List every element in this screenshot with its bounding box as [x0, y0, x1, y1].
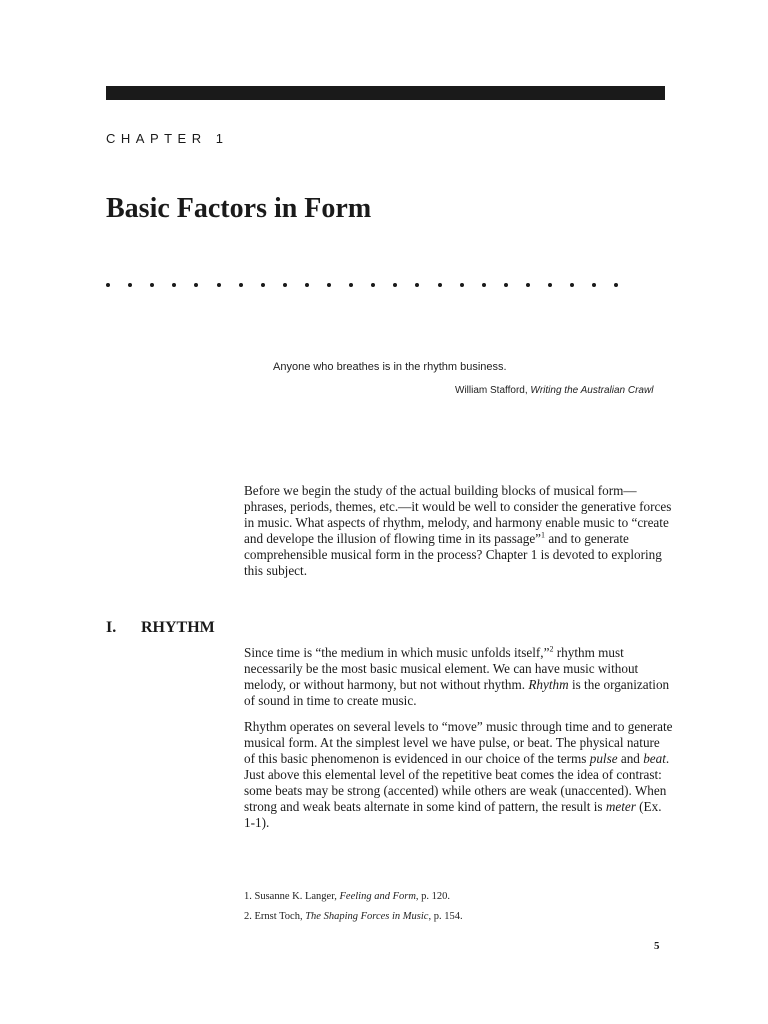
dotted-divider: [106, 279, 665, 293]
chapter-header-bar: [106, 86, 665, 100]
epigraph-author: William Stafford,: [455, 385, 528, 396]
section-title: RHYTHM: [141, 619, 215, 636]
para1-text-c: is the organization of sound in time to create music.: [244, 677, 670, 708]
section-number: I.: [106, 619, 117, 636]
divider-dot: [415, 283, 419, 287]
divider-dot: [283, 283, 287, 287]
epigraph-attribution: [455, 385, 660, 397]
divider-dot: [239, 283, 243, 287]
footnote-1-suffix: , p. 120.: [415, 891, 451, 902]
footnote-ref-2: 2: [549, 644, 554, 654]
footnote-2: [244, 911, 463, 922]
footnote-ref-1: 1: [541, 530, 546, 540]
footnote-1-prefix: 1. Susanne K. Langer,: [244, 891, 340, 902]
rhythm-paragraph-2: [244, 719, 674, 831]
chapter-label: CHAPTER 1: [106, 131, 229, 146]
divider-dot: [548, 283, 552, 287]
divider-dot: [592, 283, 596, 287]
intro-text-b: and to generate comprehensible musical form in the process? Chapter 1 is devoted to exploring this subject.: [244, 531, 662, 578]
footnote-2-work: The Shaping Forces in Music: [305, 911, 429, 922]
divider-dot: [482, 283, 486, 287]
divider-dot: [305, 283, 309, 287]
para2-em-beat: beat: [643, 751, 666, 766]
epigraph-work: Writing the Australian Crawl: [530, 385, 654, 396]
para2-text-a: Rhythm operates on several levels to “move” music through time and to generate musical form. At the simplest level we have pulse, or beat. The physical nature of this basic phenomenon is evidenced in our choice of the terms: [244, 719, 673, 766]
divider-dot: [393, 283, 397, 287]
intro-text-a: Before we begin the study of the actual building blocks of musical form—phrases, periods, themes, etc.—it would be well to consider the generative forces in music. What aspects of rhythm, melody, and harmony enable music to “create and develope the illusion of flowing time in its passage”: [244, 483, 672, 546]
intro-paragraph: [244, 483, 674, 579]
para1-text-a: Since time is “the medium in which music unfolds itself,”: [244, 645, 550, 660]
rhythm-paragraph-1: [244, 645, 674, 709]
para2-text-c: . Just above this elemental level of the repetitive beat comes the idea of contrast: some beats may be strong (accented) while others are weak (unaccented). When strong and weak beats alternate in some kind of pattern, the result is: [244, 751, 670, 814]
footnote-2-suffix: , p. 154.: [428, 911, 463, 922]
para2-em-pulse: pulse: [589, 751, 618, 766]
para1-text-b: rhythm must necessarily be the most basic musical element. We can have music without melody, or without harmony, but not without rhythm.: [244, 645, 639, 692]
footnote-2-prefix: 2. Ernst Toch,: [244, 911, 306, 922]
divider-dot: [128, 283, 132, 287]
page-number: 5: [654, 940, 660, 952]
divider-dot: [172, 283, 176, 287]
divider-dot: [194, 283, 198, 287]
chapter-title: Basic Factors in Form: [106, 193, 372, 224]
divider-dot: [526, 283, 530, 287]
divider-dot: [150, 283, 154, 287]
para1-em-rhythm: Rhythm: [528, 677, 569, 692]
divider-dot: [261, 283, 265, 287]
para2-text-d: (Ex. 1-1).: [244, 799, 662, 830]
epigraph-quote: Anyone who breathes is in the rhythm business.: [273, 361, 507, 373]
para2-text-b: and: [617, 751, 644, 766]
footnote-1-work: Feeling and Form: [339, 891, 416, 902]
divider-dot: [438, 283, 442, 287]
divider-dot: [570, 283, 574, 287]
divider-dot: [504, 283, 508, 287]
divider-dot: [327, 283, 331, 287]
divider-dot: [106, 283, 110, 287]
footnote-1: [244, 891, 450, 902]
para2-em-meter: meter: [605, 799, 636, 814]
divider-dot: [371, 283, 375, 287]
divider-dot: [614, 283, 618, 287]
divider-dot: [349, 283, 353, 287]
divider-dot: [217, 283, 221, 287]
divider-dot: [460, 283, 464, 287]
